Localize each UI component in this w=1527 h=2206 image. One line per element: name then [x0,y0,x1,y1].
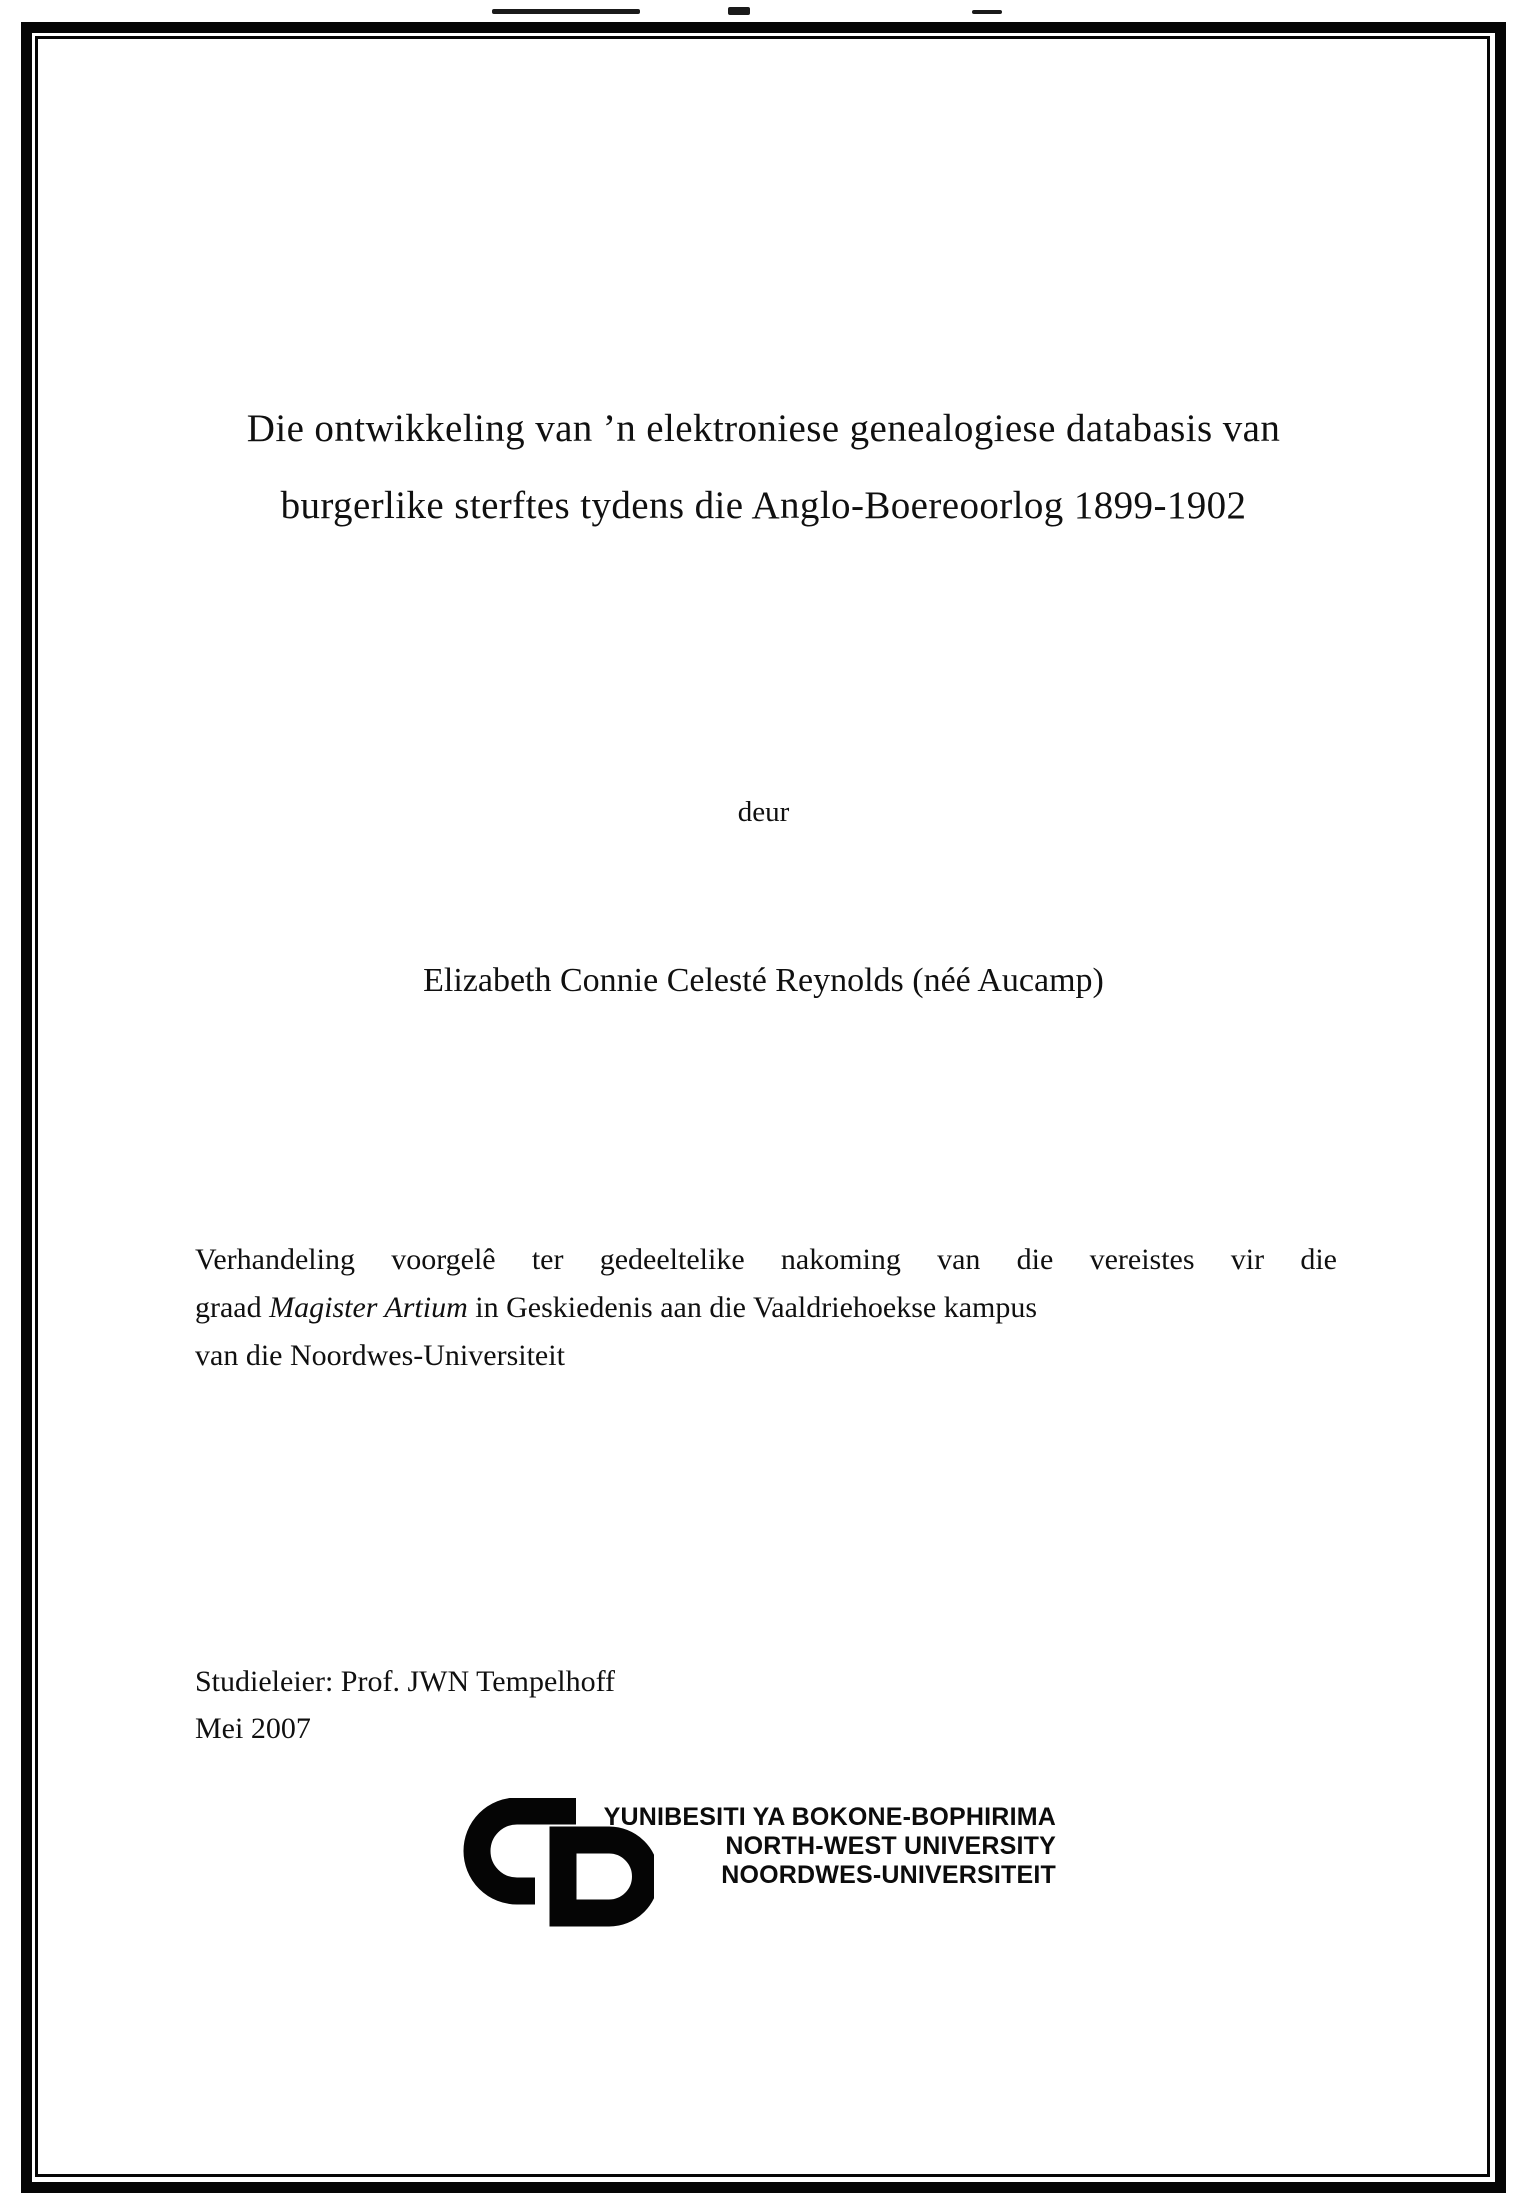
logo-line-1: YUNIBESITI YA BOKONE-BOPHIRIMA [603,1803,1056,1831]
statement-line-3: van die Noordwes-Universiteit [195,1339,565,1372]
logo-line-3: NOORDWES-UNIVERSITEIT [721,1861,1056,1889]
statement-line-2 [195,1284,1337,1332]
degree-statement [195,1236,1337,1380]
statement-line-2-italic: Magister Artium [269,1291,468,1324]
statement-line-1: Verhandeling voorgelê ter gedeeltelike nakoming van die vereistes vir die [195,1243,1337,1276]
scan-artifact [728,7,750,15]
author-name: Elizabeth Connie Celesté Reynolds (néé Aucamp) [423,962,1104,999]
statement-line-2-prefix: graad [195,1291,262,1324]
logo-line-2: NORTH-WEST UNIVERSITY [725,1832,1056,1860]
title-line-2: burgerlike sterftes tydens die Anglo-Boereoorlog 1899-1902 [280,484,1247,527]
scan-artifact [492,9,640,14]
byline: deur [737,796,790,828]
supervisor-line: Studieleier: Prof. JWN Tempelhoff [195,1665,616,1698]
scan-artifact [972,10,1002,14]
date-line: Mei 2007 [195,1712,311,1745]
title-line-1: Die ontwikkeling van ’n elektroniese genealogiese databasis van [246,407,1281,450]
thesis-title [110,390,1417,544]
logo-wordmark [586,1803,1056,1890]
supervisor-block [195,1658,1095,1752]
university-logo [460,1795,1060,1935]
statement-line-2-suffix: in Geskiedenis aan die Vaaldriehoekse kampus [475,1291,1038,1324]
